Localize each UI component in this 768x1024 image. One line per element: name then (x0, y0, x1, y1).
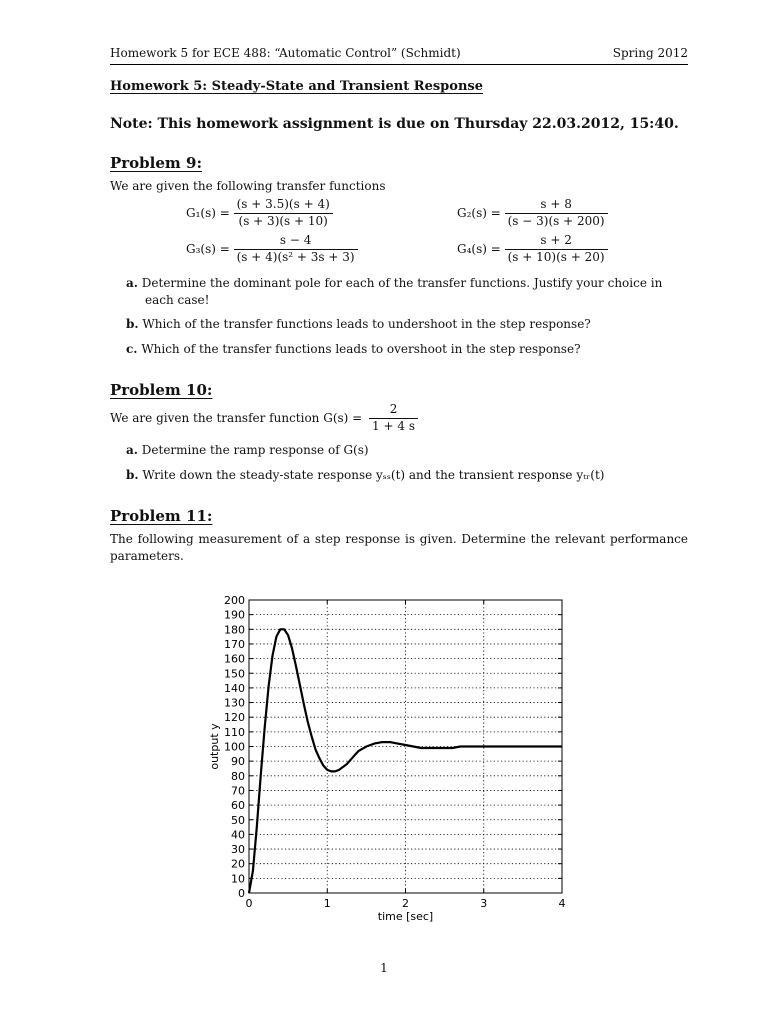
g1-numerator: (s + 3.5)(s + 4) (236, 197, 330, 211)
g2-denominator: (s − 3)(s + 200) (505, 213, 608, 229)
header-right: Spring 2012 (612, 46, 688, 60)
g4-numerator: s + 2 (540, 233, 572, 247)
y-axis-label: output y (208, 723, 221, 770)
y-tick-label: 50 (231, 813, 245, 827)
y-tick-label: 180 (224, 623, 245, 637)
x-tick-label: 1 (323, 897, 331, 910)
y-tick-label: 0 (238, 887, 245, 900)
due-note: Note: This homework assignment is due on Thursday 22.03.2012, 15:40. (110, 116, 679, 132)
y-tick-label: 40 (231, 828, 245, 842)
g2-numerator: s + 8 (540, 197, 572, 211)
y-tick-label: 170 (224, 637, 245, 651)
equation-g4: G₄(s) = $\frac{s + 2}{(s + 10)(s + 20)}$ (457, 234, 608, 265)
y-tick-label: 20 (231, 857, 245, 871)
homework-title: Homework 5: Steady-State and Transient Response (110, 79, 483, 94)
g3-numerator: s − 4 (279, 233, 312, 247)
step-response-chart (190, 585, 590, 930)
problem-10-intro: We are given the transfer function G(s) = $\frac{2}{1 + 4 s}$ (110, 403, 418, 434)
problem-9-intro: We are given the following transfer functions (110, 179, 386, 193)
equation-g3: G₃(s) = $\frac{s - 4}{\text{(s + 4)(s² + 3s + 3)}}$ (186, 234, 358, 265)
page-number: 1 (380, 961, 388, 975)
tf-denominator: 1 + 4 s (369, 418, 418, 434)
problem-10-item-a: a. Determine the ramp response of G(s) (126, 443, 369, 457)
g1-denominator: (s + 3)(s + 10) (234, 213, 333, 229)
y-tick-label: 110 (224, 725, 245, 739)
equation-g2: G₂(s) = $\frac{s + 8}{(s - 3)(s + 200)}$ (457, 198, 608, 229)
g3-denominator: (s + 4)(s² + 3s + 3) (234, 249, 358, 265)
y-tick-label: 130 (224, 696, 245, 710)
problem-11-text: The following measurement of a step response is given. Determine the relevant performance parameters. (110, 532, 688, 563)
problem-9-item-a: a. Determine the dominant pole for each of the transfer functions. Justify your choice in each case! (126, 276, 663, 307)
y-tick-label: 100 (224, 740, 245, 754)
x-tick-label: 4 (558, 897, 566, 910)
y-tick-label: 160 (224, 652, 245, 666)
x-tick-label: 0 (245, 897, 253, 910)
y-tick-label: 140 (224, 681, 245, 695)
y-tick-label: 90 (231, 755, 245, 769)
tf-numerator: 2 (389, 402, 398, 416)
x-tick-label: 2 (402, 897, 409, 910)
running-header (110, 46, 688, 60)
problem-11-heading: Problem 11: (110, 507, 213, 525)
problem-9-heading: Problem 9: (110, 154, 202, 172)
y-tick-label: 190 (224, 608, 245, 622)
equation-g1: G₁(s) = $\frac{(s + 3.5)(s + 4)}{(s + 3)(s + 10)}$ (186, 198, 333, 229)
header-left: Homework 5 for ECE 488: “Automatic Control” (Schmidt) (110, 46, 461, 60)
problem-10-heading: Problem 10: (110, 381, 213, 399)
y-tick-label: 150 (224, 667, 245, 681)
y-tick-label: 30 (231, 843, 245, 857)
x-tick-label: 3 (480, 897, 488, 910)
problem-9-item-b: b. Which of the transfer functions leads to undershoot in the step response? (126, 317, 591, 331)
y-tick-label: 10 (231, 872, 245, 886)
g4-denominator: (s + 10)(s + 20) (505, 249, 608, 265)
problem-10-item-b: b. Write down the steady-state response yₛₛ(t) and the transient response yₜᵣ(t) (126, 468, 605, 482)
y-tick-label: 60 (231, 799, 245, 813)
header-rule (110, 64, 688, 65)
x-axis-label: time [sec] (377, 910, 434, 923)
y-tick-label: 70 (231, 784, 245, 798)
problem-9-item-c: c. Which of the transfer functions leads to overshoot in the step response? (126, 342, 581, 356)
y-tick-label: 200 (224, 594, 245, 607)
y-tick-label: 120 (224, 711, 245, 725)
y-tick-label: 80 (231, 769, 245, 783)
